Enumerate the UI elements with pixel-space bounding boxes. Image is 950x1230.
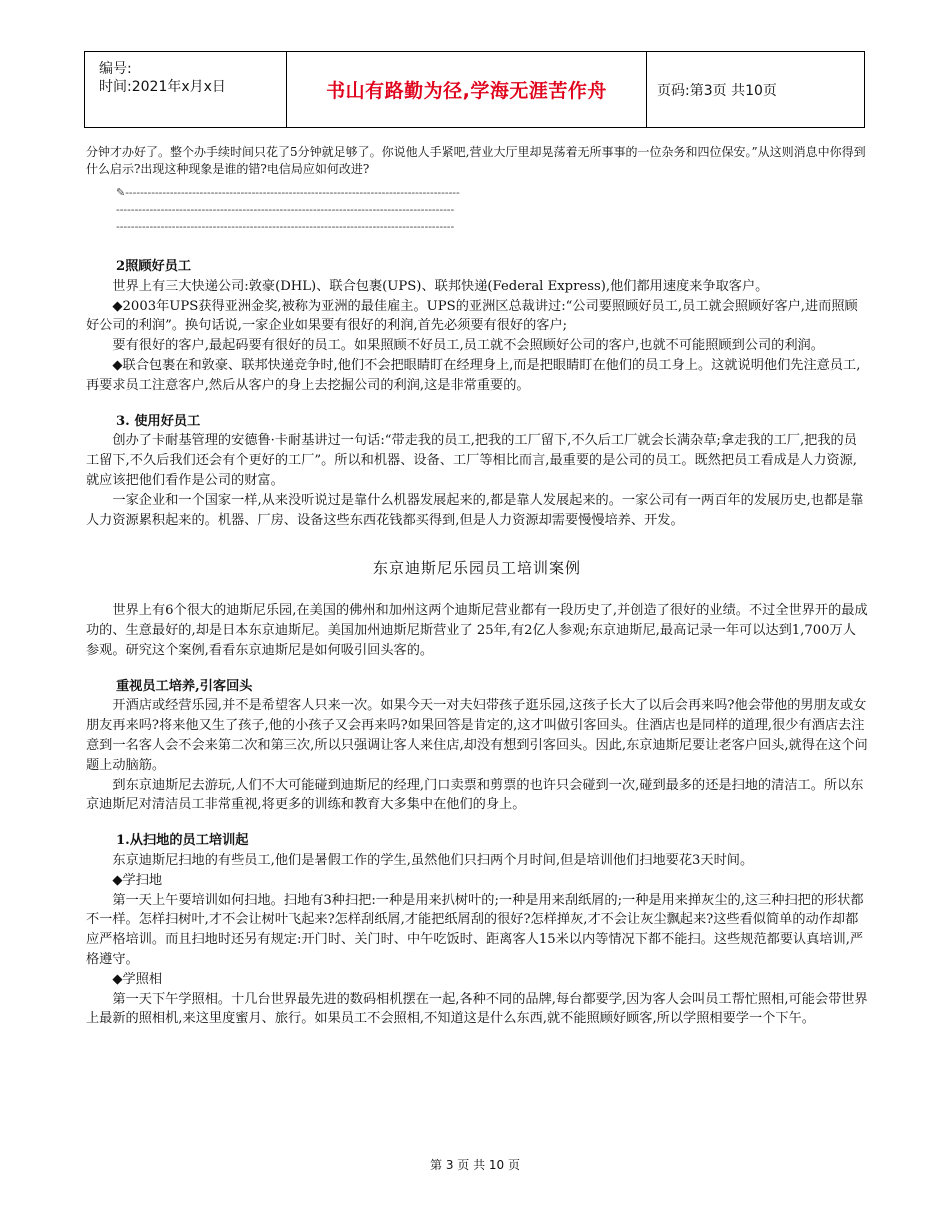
paragraph: 第一天上午要培训如何扫地。扫地有3种扫把:一种是用来扒树叶的;一种是用来刮纸屑的;一种是用来掸灰尘的,这三种扫把的形状都不一样。怎样扫树叶,才不会让树叶飞起来?怎样刮纸屑,才能把纸屑刮的很好?怎样掸灰,才不会让灰尘飘起来?这些看似简单的动作却都应严格培训。而且扫地时还另有规定:开门时、关门时、中午吃饭时、距离客人15米以内等情况下都不能扫。这些规范都要认真培训,严格遵守。 [86,892,864,967]
paragraph: 开酒店或经营乐园,并不是希望客人只来一次。如果今天一对夫妇带孩子逛乐园,这孩子长大了以后会再来吗?他会带他的男朋友或女朋友再来吗?将来他又生了孩子,他的小孩子又会再来吗?如果回答是肯定的,这才叫做引客回头。住酒店也是同样的道理,很少有酒店去注意到一名客人会不会来第二次和第三次,所以只强调让客人来住店,却没有想到引客回头。因此,东京迪斯尼要让老客户回头,就得在这个问题上动脑筋。 [86,698,868,773]
header-left-cell [85,52,287,127]
answer-line: ✎------------------------------------------------------------------------------------------ [116,186,460,199]
page-label: 页码:第3页 共10页 [657,82,777,99]
paragraph: 分钟才办好了。整个办手续时间只花了5分钟就足够了。你说他人手紧吧,营业大厅里却晃荡着无所事事的一位杂务和四位保安。”从这则消息中你得到什么启示?出现这种现象是谁的错?电信局应如何改进? [86,145,866,176]
paragraph: 东京迪斯尼扫地的有些员工,他们是暑假工作的学生,虽然他们只扫两个月时间,但是培训他们扫地要花3天时间。 [112,852,754,868]
section-heading: 重视员工培养,引客回头 [116,678,253,694]
paragraph: 到东京迪斯尼去游玩,人们不大可能碰到迪斯尼的经理,门口卖票和剪票的也许只会碰到一次,碰到最多的还是扫地的清洁工。所以东京迪斯尼对清洁员工非常重视,将更多的训练和教育大多集中在他们的身上。 [86,777,864,813]
answer-line: ------------------------------------------------------------------------------------------- [116,220,455,233]
paragraph: 创办了卡耐基管理的安德鲁·卡耐基讲过一句话:“带走我的员工,把我的工厂留下,不久后工厂就会长满杂草;拿走我的工厂,把我的员工留下,不久后我们还会有个更好的工厂”。所以和机器、设备、工厂等相比而言,最重要的是公司的员工。既然把员工看成是人力资源,就应该把他们看作是公司的财富。 [86,433,857,488]
paragraph: 第一天下午学照相。十几台世界最先进的数码相机摆在一起,各种不同的品牌,每台都要学,因为客人会叫员工帮忙照相,可能会带世界上最新的照相机,来这里度蜜月、旅行。如果员工不会照相,不知道这是什么东西,就不能照顾好顾客,所以学照相要学一个下午。 [86,991,868,1027]
page-footer: 第 3 页 共 10 页 [430,1158,520,1172]
paragraph: ◆联合包裹在和敦豪、联邦快递竞争时,他们不会把眼睛盯在经理身上,而是把眼睛盯在他们的员工身上。这就说明他们先注意员工,再要求员工注意客户,然后从客户的身上去挖掘公司的利润,这是非常重要的。 [86,357,861,393]
section-heading: 3. 使用好员工 [116,413,201,429]
paragraph: 世界上有6个很大的迪斯尼乐园,在美国的佛州和加州这两个迪斯尼营业都有一段历史了,并创造了很好的业绩。不过全世界开的最成功的、生意最好的,却是日本东京迪斯尼。美国加州迪斯尼斯营业了 25年,有2亿人参观;东京迪斯尼,最高记录一年可以达到1,700万人参观。研究这个案例,看看东京迪斯尼是如何吸引回头客的。 [86,603,868,658]
case-title: 东京迪斯尼乐园员工培训案例 [372,559,581,578]
header-table [84,51,865,128]
paragraph: 一家企业和一个国家一样,从来没听说过是靠什么机器发展起来的,都是靠人发展起来的。一家公司有一两百年的发展历史,也都是靠人力资源累积起来的。机器、厂房、设备这些东西花钱都买得到,但是人力资源却需要慢慢培养、开发。 [86,492,864,528]
answer-line: ------------------------------------------------------------------------------------------- [116,203,455,216]
paragraph: 世界上有三大快递公司:敦豪(DHL)、联合包裹(UPS)、联邦快递(Federal Express),他们都用速度来争取客户。 [112,278,769,294]
paragraph: ◆2003年UPS获得亚洲金奖,被称为亚洲的最佳雇主。UPS的亚洲区总裁讲过:“公司要照顾好员工,员工就会照顾好客户,进而照顾好公司的利润”。换句话说,一家企业如果要有很好的利润,首先必须要有很好的客户; [86,298,858,334]
number-label: 编号: [99,61,132,77]
section-heading: 2照顾好员工 [116,259,192,274]
document-body [86,144,868,1029]
paragraph: ◆学扫地 [112,872,163,888]
time-label: 时间:2021年x月x日 [99,79,226,95]
paragraph: 要有很好的客户,最起码要有很好的员工。如果照顾不好员工,员工就不会照顾好公司的客户,也就不可能照顾到公司的利润。 [112,338,824,354]
motto: 书山有路勤为径,学海无涯苦作舟 [287,52,647,127]
paragraph: ◆学照相 [112,971,163,987]
section-heading: 1.从扫地的员工培训起 [116,833,249,849]
